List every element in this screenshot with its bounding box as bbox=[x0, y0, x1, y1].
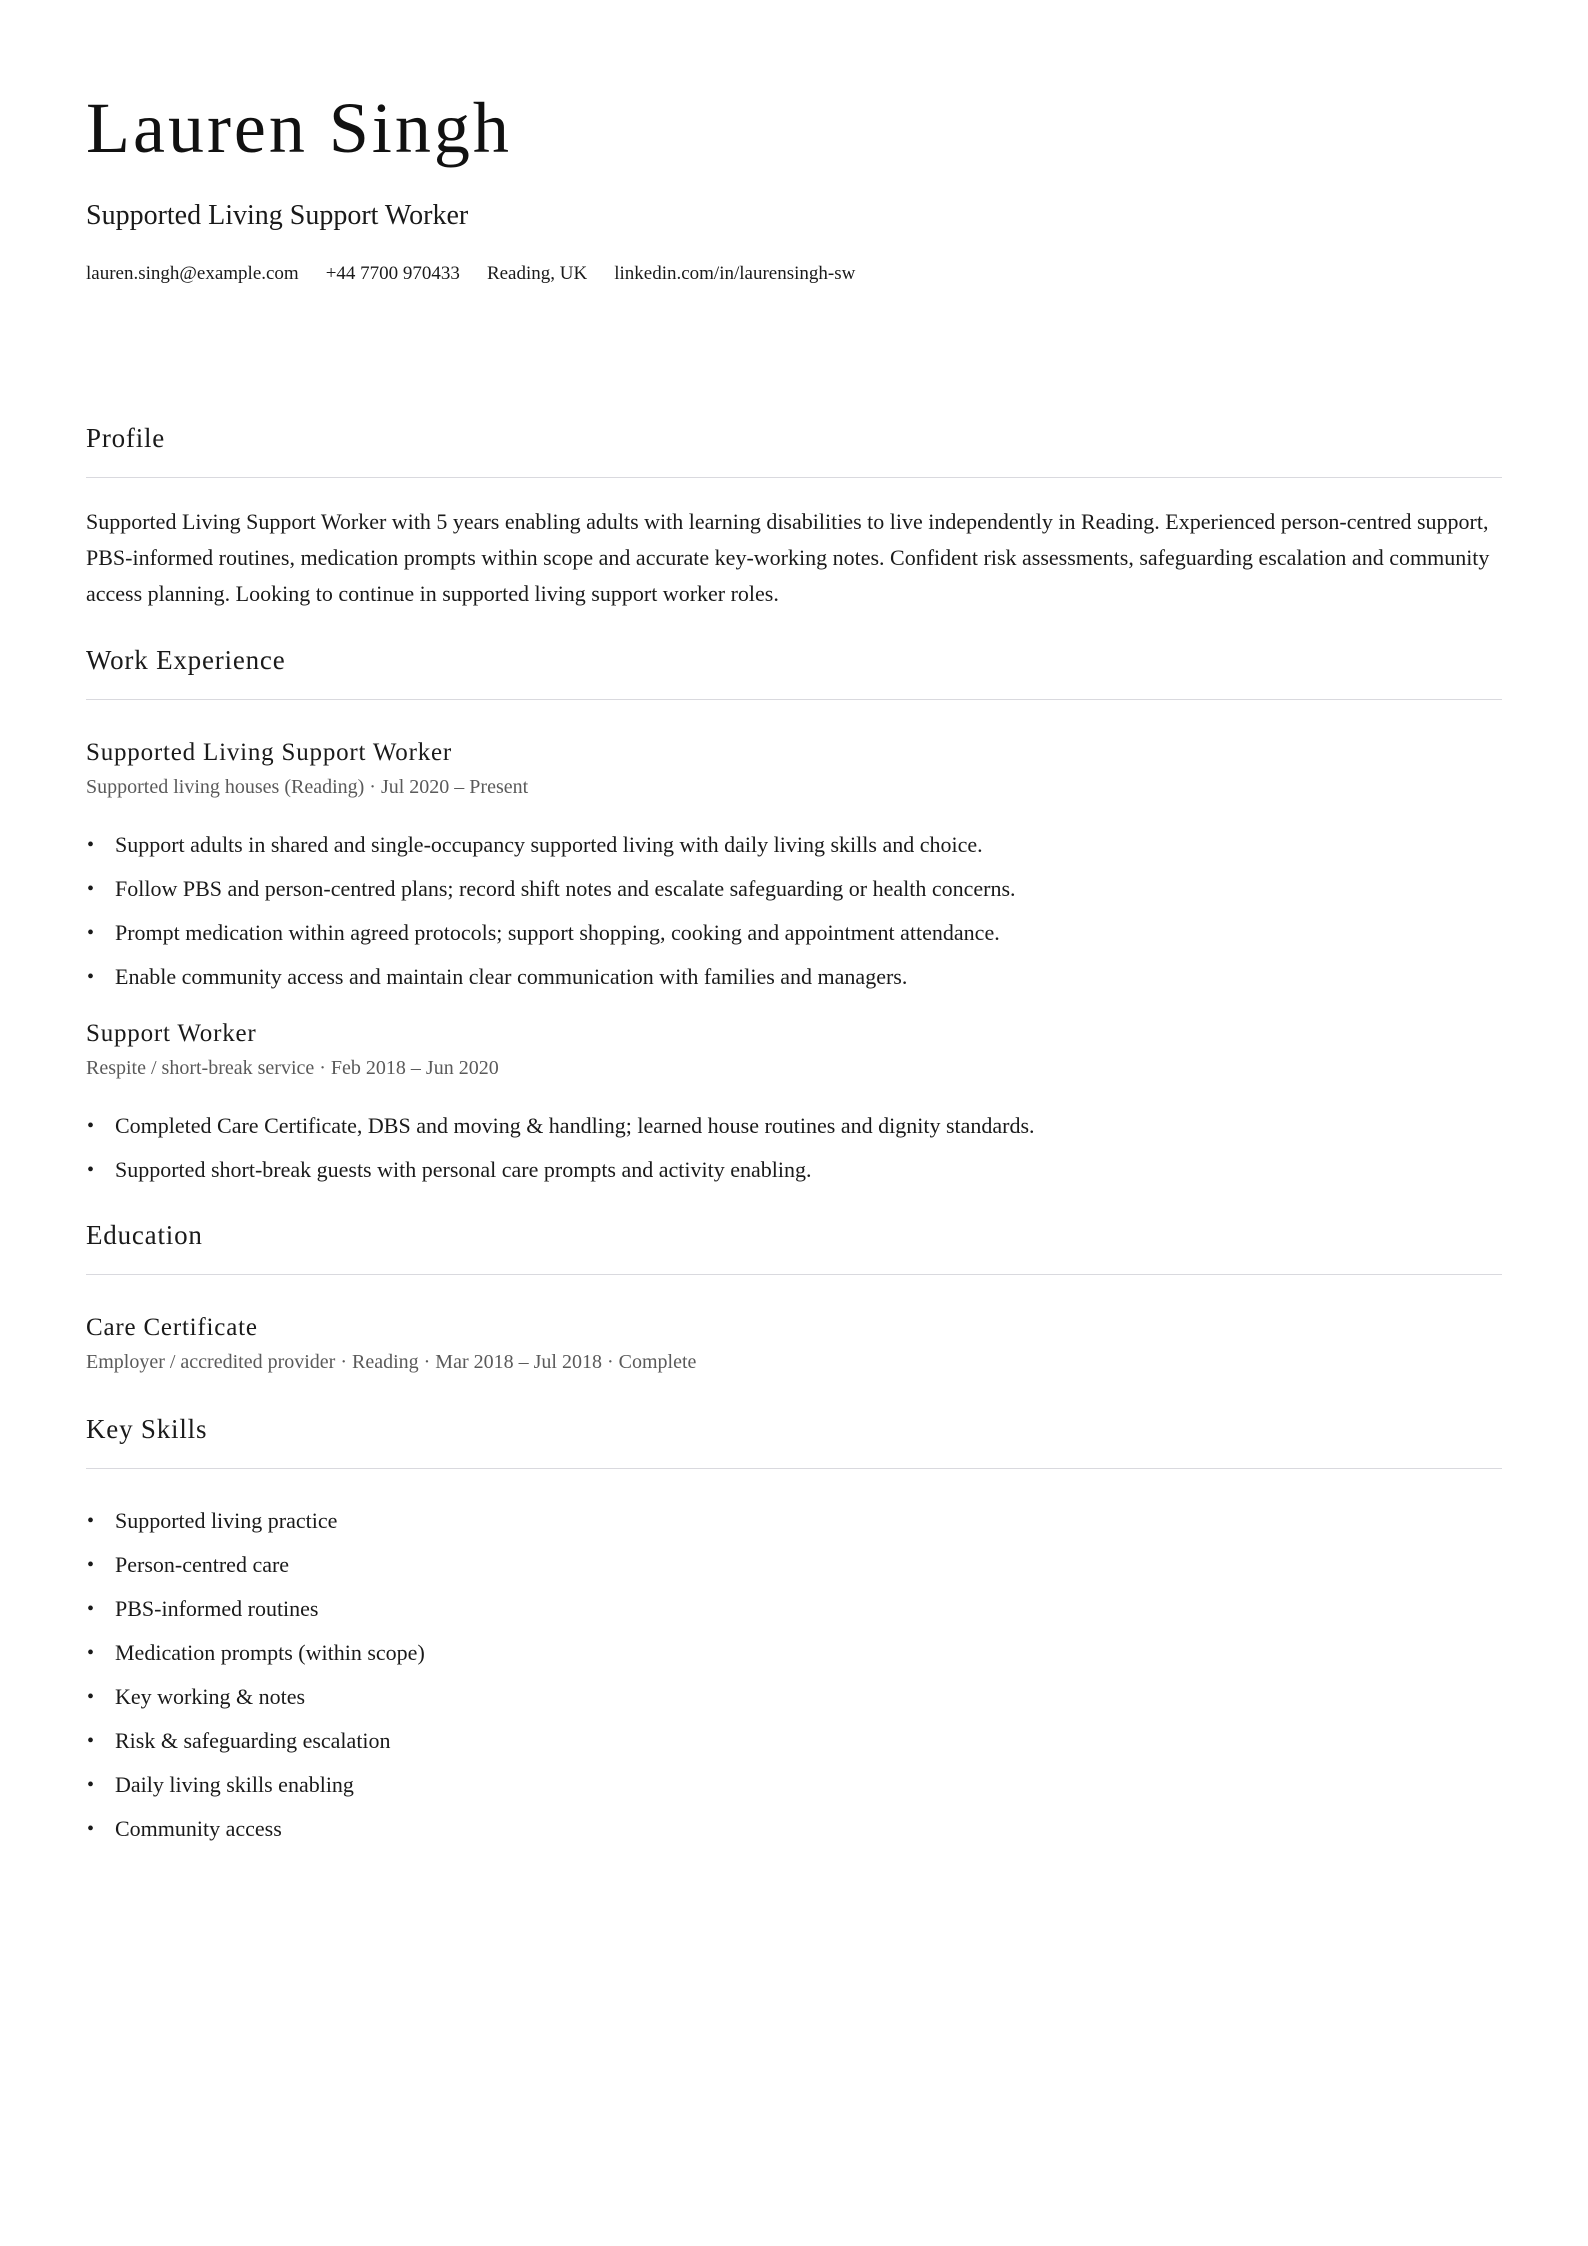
profile-heading: Profile bbox=[86, 425, 1502, 478]
bullet-dot: • bbox=[87, 1510, 95, 1532]
bullet-dot: • bbox=[87, 1159, 95, 1181]
contact-line bbox=[86, 264, 1502, 283]
key-skills-heading: Key Skills bbox=[86, 1416, 1502, 1469]
bullet-dot: • bbox=[87, 922, 95, 944]
job-bullet-text: Supported short-break guests with personal care prompts and activity enabling. bbox=[115, 1157, 812, 1182]
bullet-dot: • bbox=[87, 1642, 95, 1664]
education-heading: Education bbox=[86, 1222, 1502, 1275]
skills-list bbox=[86, 1499, 1502, 1851]
bullet-dot: • bbox=[87, 1686, 95, 1708]
skill-item bbox=[86, 1763, 1502, 1807]
bullet-dot: • bbox=[87, 878, 95, 900]
key-skills-section bbox=[86, 1416, 1502, 1851]
job-bullet bbox=[86, 911, 1502, 955]
work-experience-section bbox=[86, 647, 1502, 1192]
skill-text: Key working & notes bbox=[115, 1684, 306, 1709]
job-bullet bbox=[86, 1104, 1502, 1148]
contact-email: lauren.singh@example.com bbox=[86, 263, 299, 284]
job-meta: Respite / short-break service · Feb 2018 – Jun 2020 bbox=[86, 1057, 499, 1079]
candidate-name: Lauren Singh bbox=[86, 88, 512, 168]
bullet-dot: • bbox=[87, 1598, 95, 1620]
education-title: Care Certificate bbox=[86, 1314, 258, 1341]
job-entry bbox=[86, 740, 1502, 999]
skill-item bbox=[86, 1675, 1502, 1719]
job-bullet bbox=[86, 1148, 1502, 1192]
job-bullet bbox=[86, 823, 1502, 867]
job-bullet-text: Follow PBS and person-centred plans; record shift notes and escalate safeguarding or health concerns. bbox=[115, 876, 1016, 901]
job-bullets bbox=[86, 823, 1502, 999]
profile-section bbox=[86, 425, 1502, 612]
skill-text: Person-centred care bbox=[115, 1552, 290, 1577]
skill-item bbox=[86, 1807, 1502, 1851]
job-meta: Supported living houses (Reading) · Jul 2020 – Present bbox=[86, 776, 529, 798]
candidate-title: Supported Living Support Worker bbox=[86, 200, 469, 231]
job-bullets bbox=[86, 1104, 1502, 1192]
skill-item bbox=[86, 1499, 1502, 1543]
job-bullet bbox=[86, 867, 1502, 911]
skill-text: Community access bbox=[115, 1816, 282, 1841]
bullet-dot: • bbox=[87, 1115, 95, 1137]
education-meta: Employer / accredited provider · Reading · Mar 2018 – Jul 2018 · Complete bbox=[86, 1351, 697, 1373]
skill-text: Supported living practice bbox=[115, 1508, 338, 1533]
work-experience-heading: Work Experience bbox=[86, 647, 1502, 700]
job-bullet-text: Prompt medication within agreed protocols; support shopping, cooking and appointment attendance. bbox=[115, 920, 1000, 945]
skill-item bbox=[86, 1719, 1502, 1763]
skill-item bbox=[86, 1543, 1502, 1587]
job-role: Supported Living Support Worker bbox=[86, 739, 453, 766]
education-section bbox=[86, 1222, 1502, 1372]
skill-text: Risk & safeguarding escalation bbox=[115, 1728, 391, 1753]
contact-location: Reading, UK bbox=[486, 263, 588, 284]
bullet-dot: • bbox=[87, 1554, 95, 1576]
bullet-dot: • bbox=[87, 1730, 95, 1752]
contact-linkedin: linkedin.com/in/laurensingh-sw bbox=[614, 263, 856, 284]
contact-phone: +44 7700 970433 bbox=[325, 263, 460, 284]
profile-summary: Supported Living Support Worker with 5 years enabling adults with learning disabilities to live independently in Reading. Experienced person-centred support, PBS-informed routines, medication prompts within scope and accurate key-working notes. Confident risk assessments, safeguarding escalation and community access planning. Looking to continue in supported living support worker roles. bbox=[86, 509, 1490, 606]
job-bullet-text: Enable community access and maintain clear communication with families and managers. bbox=[115, 964, 908, 989]
education-entry bbox=[86, 1315, 1502, 1372]
bullet-dot: • bbox=[87, 966, 95, 988]
resume-header bbox=[86, 0, 1502, 283]
skill-text: Medication prompts (within scope) bbox=[115, 1640, 425, 1665]
skill-text: PBS-informed routines bbox=[115, 1596, 319, 1621]
skill-item bbox=[86, 1587, 1502, 1631]
bullet-dot: • bbox=[87, 834, 95, 856]
job-bullet-text: Completed Care Certificate, DBS and moving & handling; learned house routines and dignity standards. bbox=[115, 1113, 1035, 1138]
job-bullet-text: Support adults in shared and single-occupancy supported living with daily living skills and choice. bbox=[115, 832, 983, 857]
bullet-dot: • bbox=[87, 1818, 95, 1840]
skill-item bbox=[86, 1631, 1502, 1675]
job-bullet bbox=[86, 955, 1502, 999]
job-entry bbox=[86, 1021, 1502, 1192]
job-role: Support Worker bbox=[86, 1020, 257, 1047]
bullet-dot: • bbox=[87, 1774, 95, 1796]
skill-text: Daily living skills enabling bbox=[115, 1772, 354, 1797]
